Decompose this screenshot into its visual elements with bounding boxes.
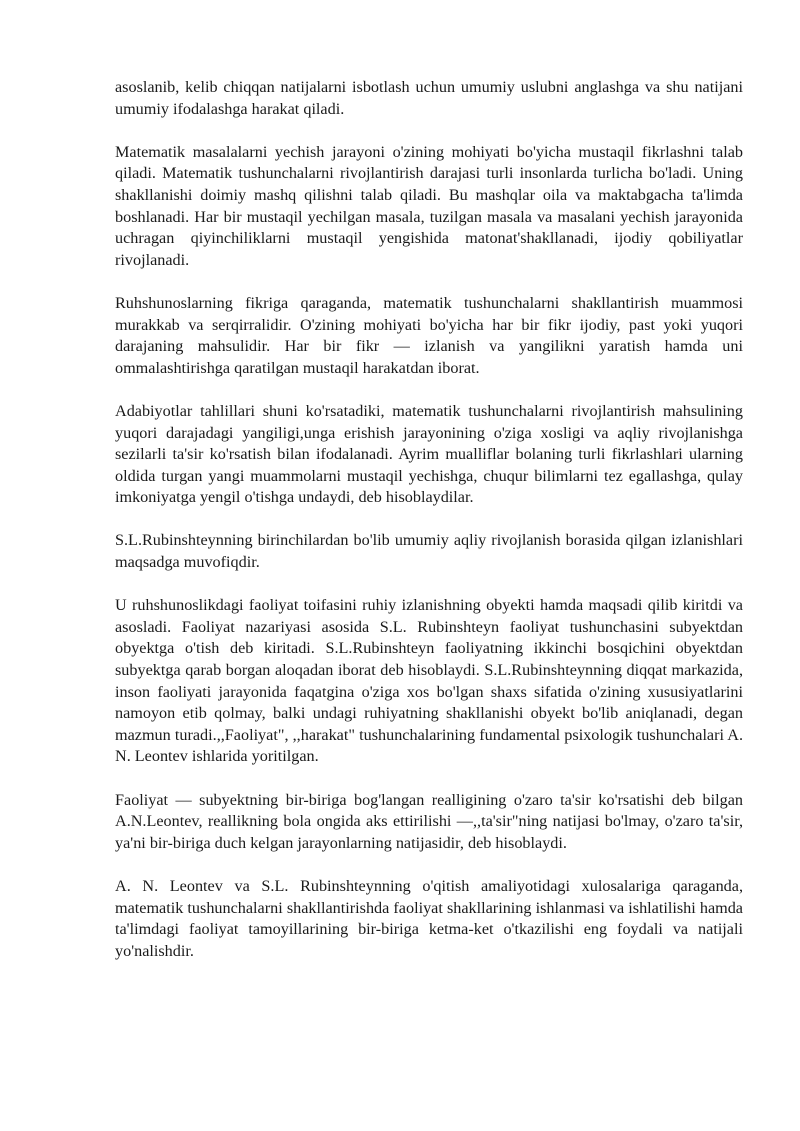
paragraph: Faoliyat — subyektning bir-biriga bog'langan realligining o'zaro ta'sir ko'rsatishi deb bilgan A.N.Leontev, reallikning bola ongida aks ettirilishi —,,ta'sir"ning natijasi bo'lmay, o'zaro ta'sir, ya'ni bir-biriga duch kelgan jarayonlarning natijasidir, deb hisoblaydi. — [115, 790, 743, 852]
document-page — [115, 77, 743, 984]
paragraph: Adabiyotlar tahlillari shuni ko'rsatadiki, matematik tushunchalarni rivojlantirish mahsulining yuqori darajadagi yangiligi,unga erishish jarayonining o'ziga xosligi va aqliy rivojlanishga sezilarli ta'sir ko'rsatish bilan ifodalanadi. Ayrim mualliflar bolaning turli fikrlashlari ularning oldida turgan yangi muammolarni mustaqil yechishga, chuqur bilimlarni tez egallashga, qulay imkoniyatga yengil o'tishga undaydi, deb hisoblaydilar. — [115, 401, 743, 507]
paragraph: U ruhshunoslikdagi faoliyat toifasini ruhiy izlanishning obyekti hamda maqsadi qilib kiritdi va asosladi. Faoliyat nazariyasi asosida S.L. Rubinshteyn faoliyat tushunchasini subyektdan obyektga o'tish deb kiritadi. S.L.Rubinshteyn faoliyatning ikkinchi bosqichini obyektdan subyektga qarab borgan aloqadan iborat deb hisoblaydi. S.L.Rubinshteynning diqqat markazida, inson faoliyati jarayonida faqatgina o'ziga xos bo'lgan shaxs sifatida o'zining xususiyatlarini namoyon etib qolmay, balki undagi ruhiyatning shakllanishi obyekt bo'lib aniqlanadi, degan mazmun turadi.,,Faoliyat", ,,harakat" tushunchalarining fundamental psixologik tushunchalari A. N. Leontev ishlarida yoritilgan. — [115, 596, 743, 766]
paragraph: A. N. Leontev va S.L. Rubinshteynning o'qitish amaliyotidagi xulosalariga qaraganda, matematik tushunchalarni shakllantirishda faoliyat shakllarining ishlanmasi va ishlatilishi hamda ta'limdagi faoliyat tamoyillarining bir-biriga ketma-ket o'tkazilishi eng foydali va natijali yo'nalishdir. — [115, 876, 743, 960]
paragraph: Ruhshunoslarning fikriga qaraganda, matematik tushunchalarni shakllantirish muammosi murakkab va serqirralidir. O'zining mohiyati bo'yicha har bir fikr ijodiy, past yoki yuqori darajaning mahsulidir. Har bir fikr — izlanish va yangilikni yaratish hamda uni ommalashtirishga qaratilgan mustaqil harakatdan iborat. — [115, 293, 743, 377]
paragraph: Matematik masalalarni yechish jarayoni o'zining mohiyati bo'yicha mustaqil fikrlashni talab qiladi. Matematik tushunchalarni rivojlantirish darajasi turli insonlarda turlicha bo'ladi. Uning shakllanishi doimiy mashq qilishni talab qiladi. Bu mashqlar oila va maktabgacha ta'limda boshlanadi. Har bir mustaqil yechilgan masala, tuzilgan masala va masalani yechish jarayonida uchragan qiyinchiliklarni mustaqil yengishida matonat'shakllanadi, ijodiy qobiliyatlar rivojlanadi. — [115, 142, 743, 269]
paragraph: S.L.Rubinshteynning birinchilardan bo'lib umumiy aqliy rivojlanish borasida qilgan izlanishlari maqsadga muvofiqdir. — [115, 531, 743, 572]
paragraph: asoslanib, kelib chiqqan natijalarni isbotlash uchun umumiy uslubni anglashga va shu natijani umumiy ifodalashga harakat qiladi. — [115, 78, 743, 118]
